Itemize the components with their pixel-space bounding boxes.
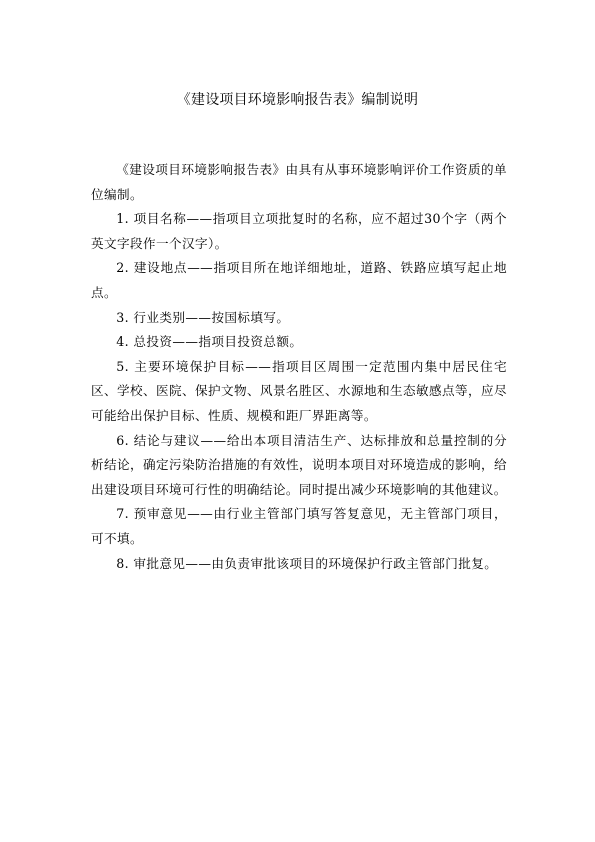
item-project-name: 1. 项目名称——指项目立项批复时的名称，应不超过30个字（两个英文字段作一个汉字）。	[91, 211, 508, 251]
item-protection-targets: 5. 主要环境保护目标——指项目区周围一定范围内集中居民住宅区、学校、医院、保护文物、风景名胜区、水源地和生态敏感点等，应尽可能给出保护目标、性质、规模和距厂界距离等。	[91, 358, 507, 423]
item-conclusions: 6. 结论与建议——给出本项目清洁生产、达标排放和总量控制的分析结论，确定污染防治措施的有效性，说明本项目对环境造成的影响，给出建设项目环境可行性的明确结论。同时提出减少环境影响的其他建议。	[91, 432, 507, 497]
document-body	[91, 158, 507, 576]
intro-paragraph: 《建设项目环境影响报告表》由具有从事环境影响评价工作资质的单位编制。	[91, 162, 507, 202]
item-preliminary-review: 7. 预审意见——由行业主管部门填写答复意见，无主管部门项目，可不填。	[91, 506, 507, 546]
item-approval-opinion: 8. 审批意见——由负责审批该项目的环境保护行政主管部门批复。	[116, 555, 498, 571]
item-industry-category: 3. 行业类别——按国标填写。	[116, 309, 290, 325]
page-title: 《建设项目环境影响报告表》编制说明	[176, 92, 419, 108]
item-total-investment: 4. 总投资——指项目投资总额。	[116, 334, 303, 350]
item-construction-site: 2. 建设地点——指项目所在地详细地址，道路、铁路应填写起止地点。	[91, 260, 507, 300]
